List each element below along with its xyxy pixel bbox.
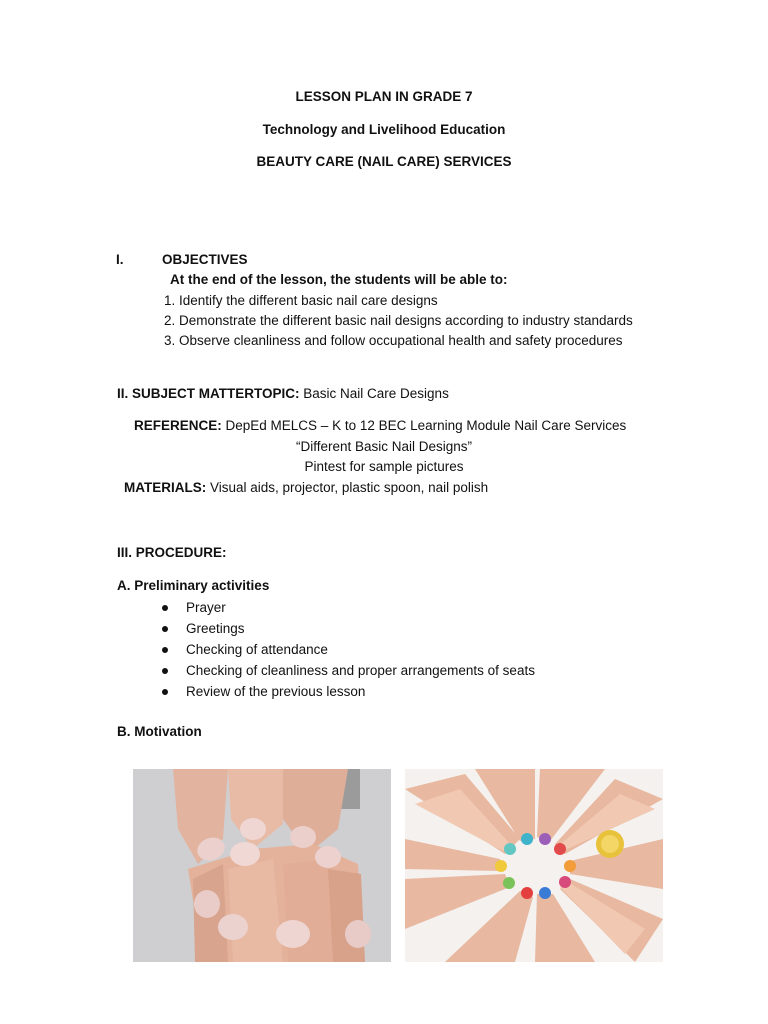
objectives-heading: OBJECTIVES [162,252,248,267]
reference-label: REFERENCE: [134,418,222,433]
course-title: BEAUTY CARE (NAIL CARE) SERVICES [256,154,512,169]
procedure-heading: III. PROCEDURE: [117,545,227,560]
preliminary-activities-label: A. Preliminary activities [117,578,270,593]
pink-nails-photo [133,769,391,962]
nail-art-hands-photo [405,769,663,962]
subject-matter-line [117,386,449,401]
reference-value: DepEd MELCS – K to 12 BEC Learning Module Nail Care Services [221,418,627,433]
materials-line [124,480,488,495]
objective-item: 2. Demonstrate the different basic nail designs according to industry standards [164,313,633,328]
materials-label: MATERIALS: [124,480,207,495]
reference-line-2: “Different Basic Nail Designs” [295,439,473,454]
pink-nails-illustration [133,769,391,962]
document-title: LESSON PLAN IN GRADE 7 [295,89,473,104]
list-item: Checking of attendance [162,639,535,660]
subject-title: Technology and Livelihood Education [262,122,506,137]
reference-line-3: Pintest for sample pictures [304,459,464,474]
list-item: Checking of cleanliness and proper arrangements of seats [162,660,535,681]
list-item: Review of the previous lesson [162,681,535,702]
preliminary-activities-list [162,597,535,702]
reference-line [134,418,626,433]
list-item: Greetings [162,618,535,639]
subject-matter-label: II. SUBJECT MATTERTOPIC: [117,386,300,401]
list-item: Prayer [162,597,535,618]
nail-art-illustration [405,769,663,962]
objective-item: 1. Identify the different basic nail care designs [164,293,438,308]
objectives-numeral: I. [116,252,124,267]
objective-item: 3. Observe cleanliness and follow occupational health and safety procedures [164,333,623,348]
subject-matter-value: Basic Nail Care Designs [299,386,449,401]
objectives-intro: At the end of the lesson, the students will be able to: [170,272,508,287]
materials-value: Visual aids, projector, plastic spoon, nail polish [206,480,489,495]
motivation-label: B. Motivation [117,724,202,739]
